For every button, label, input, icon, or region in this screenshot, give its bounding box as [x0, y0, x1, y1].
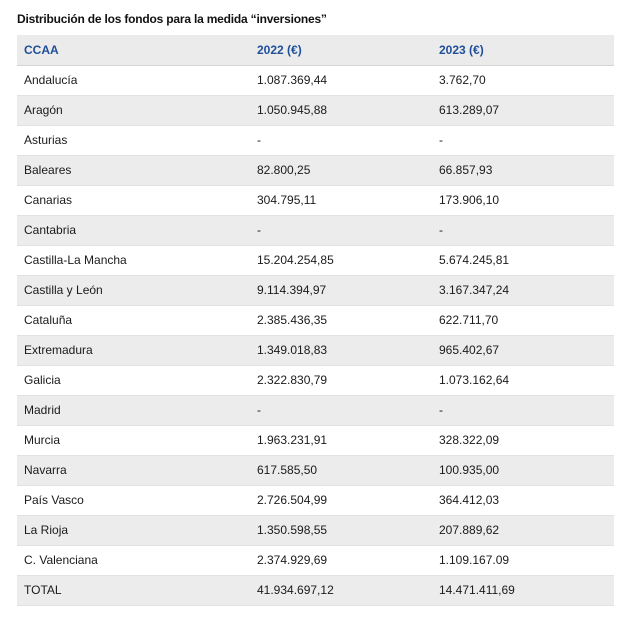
cell-ccaa: Galicia — [17, 365, 250, 395]
table-title: Distribución de los fondos para la medida “inversiones” — [17, 12, 327, 26]
table-row — [17, 455, 614, 485]
cell-ccaa: Murcia — [17, 425, 250, 455]
table-header — [17, 35, 614, 65]
cell-2023: 613.289,07 — [432, 95, 614, 125]
cell-2022: 617.585,50 — [250, 455, 432, 485]
cell-ccaa: Cataluña — [17, 305, 250, 335]
cell-ccaa: Aragón — [17, 95, 250, 125]
cell-2023: 965.402,67 — [432, 335, 614, 365]
header-2023: 2023 (€) — [432, 35, 614, 65]
cell-ccaa: Asturias — [17, 125, 250, 155]
cell-ccaa: Andalucía — [17, 65, 250, 95]
table-row — [17, 335, 614, 365]
cell-2023: 3.167.347,24 — [432, 275, 614, 305]
cell-2023: 622.711,70 — [432, 305, 614, 335]
cell-2022: 304.795,11 — [250, 185, 432, 215]
cell-ccaa: Castilla-La Mancha — [17, 245, 250, 275]
cell-2023: 1.073.162,64 — [432, 365, 614, 395]
table-row — [17, 275, 614, 305]
table-row — [17, 155, 614, 185]
header-ccaa: CCAA — [17, 35, 250, 65]
cell-2022: - — [250, 215, 432, 245]
table-row — [17, 245, 614, 275]
table-row — [17, 395, 614, 425]
funds-table — [17, 35, 614, 606]
table-row — [17, 65, 614, 95]
cell-ccaa: Extremadura — [17, 335, 250, 365]
cell-2022: 1.087.369,44 — [250, 65, 432, 95]
cell-ccaa: Canarias — [17, 185, 250, 215]
cell-2023: 207.889,62 — [432, 515, 614, 545]
cell-ccaa: C. Valenciana — [17, 545, 250, 575]
cell-ccaa: Baleares — [17, 155, 250, 185]
cell-2022: 1.050.945,88 — [250, 95, 432, 125]
cell-2023: 1.109.167.09 — [432, 545, 614, 575]
table-row — [17, 545, 614, 575]
cell-2022: - — [250, 395, 432, 425]
cell-ccaa: Navarra — [17, 455, 250, 485]
cell-2022: 2.322.830,79 — [250, 365, 432, 395]
cell-2022: - — [250, 125, 432, 155]
table-row — [17, 95, 614, 125]
cell-ccaa: Madrid — [17, 395, 250, 425]
table-row — [17, 515, 614, 545]
cell-2023: 14.471.411,69 — [432, 575, 614, 605]
table-row — [17, 365, 614, 395]
table-row — [17, 485, 614, 515]
cell-2023: 5.674.245,81 — [432, 245, 614, 275]
table-row — [17, 305, 614, 335]
cell-2023: - — [432, 215, 614, 245]
cell-ccaa: País Vasco — [17, 485, 250, 515]
cell-2022: 2.385.436,35 — [250, 305, 432, 335]
table-row — [17, 575, 614, 605]
table-row — [17, 185, 614, 215]
cell-ccaa: Cantabria — [17, 215, 250, 245]
cell-2023: 364.412,03 — [432, 485, 614, 515]
cell-2023: 3.762,70 — [432, 65, 614, 95]
cell-ccaa: Castilla y León — [17, 275, 250, 305]
cell-ccaa: La Rioja — [17, 515, 250, 545]
cell-2023: - — [432, 125, 614, 155]
cell-2022: 9.114.394,97 — [250, 275, 432, 305]
cell-2022: 1.963.231,91 — [250, 425, 432, 455]
cell-2022: 82.800,25 — [250, 155, 432, 185]
cell-2023: 328.322,09 — [432, 425, 614, 455]
table-row — [17, 125, 614, 155]
table-body — [17, 65, 614, 605]
cell-2023: 66.857,93 — [432, 155, 614, 185]
cell-2022: 2.374.929,69 — [250, 545, 432, 575]
table-row — [17, 215, 614, 245]
cell-2022: 15.204.254,85 — [250, 245, 432, 275]
header-row — [17, 35, 614, 65]
table-row — [17, 425, 614, 455]
cell-2022: 41.934.697,12 — [250, 575, 432, 605]
header-2022: 2022 (€) — [250, 35, 432, 65]
cell-2022: 1.349.018,83 — [250, 335, 432, 365]
cell-2022: 2.726.504,99 — [250, 485, 432, 515]
cell-ccaa: TOTAL — [17, 575, 250, 605]
cell-2023: 100.935,00 — [432, 455, 614, 485]
cell-2023: - — [432, 395, 614, 425]
cell-2022: 1.350.598,55 — [250, 515, 432, 545]
cell-2023: 173.906,10 — [432, 185, 614, 215]
